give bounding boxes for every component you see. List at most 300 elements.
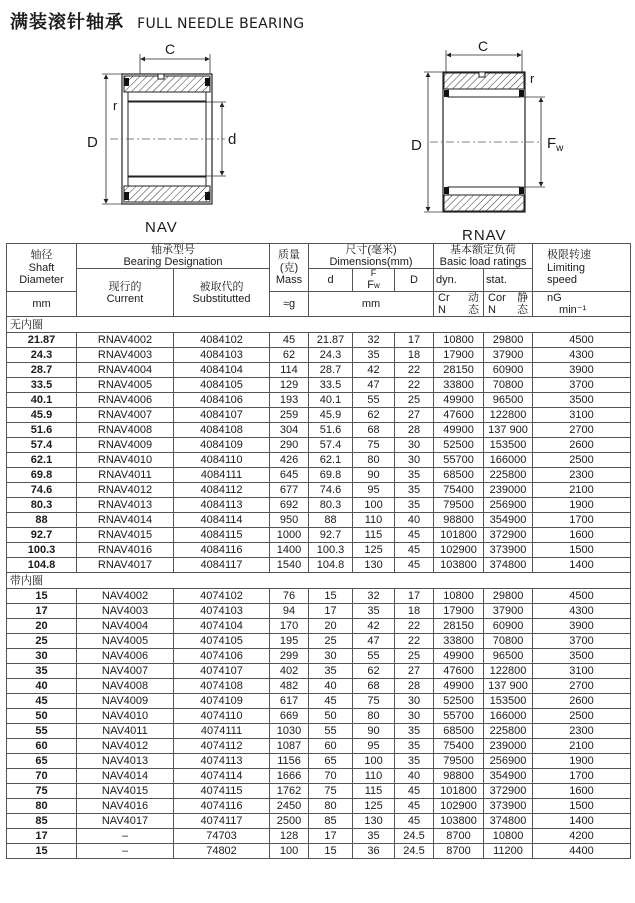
shaft-diameter: 35	[7, 664, 77, 679]
mass: 193	[270, 393, 309, 408]
limiting-speed: 2700	[533, 679, 631, 694]
header-cor: Cor 静 N 态	[484, 292, 533, 317]
table-row	[7, 724, 631, 739]
stat-load: 60900	[484, 619, 533, 634]
shaft-diameter: 45	[7, 694, 77, 709]
dim-D: 24.5	[395, 829, 434, 844]
header-dyn: dyn.	[434, 269, 484, 292]
substituted-designation: 4084110	[174, 453, 270, 468]
shaft-diameter: 74.6	[7, 483, 77, 498]
dyn-load: 102900	[434, 799, 484, 814]
dim-D: 24.5	[395, 844, 434, 859]
dim-D: 40	[395, 513, 434, 528]
mass: 304	[270, 423, 309, 438]
shaft-diameter: 24.3	[7, 348, 77, 363]
table-row	[7, 754, 631, 769]
dim-d: 80.3	[309, 498, 353, 513]
header-dimensions: 尺寸(毫米) Dimensions(mm)	[309, 244, 434, 269]
limiting-speed: 1400	[533, 558, 631, 573]
stat-load: 29800	[484, 589, 533, 604]
shaft-diameter: 50	[7, 709, 77, 724]
dim-D: 28	[395, 679, 434, 694]
shaft-diameter: 20	[7, 619, 77, 634]
limiting-speed: 4200	[533, 829, 631, 844]
mass: 45	[270, 333, 309, 348]
nav-label: NAV	[145, 219, 178, 236]
current-designation: RNAV4016	[77, 543, 174, 558]
dim-D: 35	[395, 498, 434, 513]
dim-D: 22	[395, 619, 434, 634]
dim-D: 45	[395, 543, 434, 558]
dim-D: 30	[395, 453, 434, 468]
table-row	[7, 558, 631, 573]
substituted-designation: 4084104	[174, 363, 270, 378]
current-designation: NAV4008	[77, 679, 174, 694]
nav-dim-c: C	[165, 41, 176, 57]
dim-d: 70	[309, 769, 353, 784]
current-designation: RNAV4004	[77, 363, 174, 378]
dim-fw: 110	[353, 513, 395, 528]
dim-fw: 90	[353, 468, 395, 483]
stat-load: 10800	[484, 829, 533, 844]
shaft-diameter: 55	[7, 724, 77, 739]
rnav-drawing	[411, 38, 564, 243]
dim-fw: 55	[353, 649, 395, 664]
dim-D: 28	[395, 423, 434, 438]
shaft-diameter: 17	[7, 604, 77, 619]
dim-D: 27	[395, 664, 434, 679]
shaft-diameter: 57.4	[7, 438, 77, 453]
table-row	[7, 393, 631, 408]
stat-load: 256900	[484, 754, 533, 769]
section-row	[7, 573, 631, 589]
dim-D: 35	[395, 724, 434, 739]
dim-fw: 95	[353, 739, 395, 754]
dim-d: 45	[309, 694, 353, 709]
stat-load: 122800	[484, 664, 533, 679]
dim-d: 100.3	[309, 543, 353, 558]
dyn-load: 103800	[434, 814, 484, 829]
dyn-load: 17900	[434, 348, 484, 363]
dim-D: 45	[395, 784, 434, 799]
dyn-load: 98800	[434, 513, 484, 528]
dim-D: 27	[395, 408, 434, 423]
current-designation: NAV4003	[77, 604, 174, 619]
dim-D: 17	[395, 333, 434, 348]
mass: 482	[270, 679, 309, 694]
limiting-speed: 2500	[533, 453, 631, 468]
dim-d: 17	[309, 829, 353, 844]
table-row	[7, 844, 631, 859]
shaft-diameter: 70	[7, 769, 77, 784]
mass: 426	[270, 453, 309, 468]
current-designation: RNAV4015	[77, 528, 174, 543]
shaft-diameter: 21.87	[7, 333, 77, 348]
dim-d: 80	[309, 799, 353, 814]
dim-d: 33.5	[309, 378, 353, 393]
limiting-speed: 4400	[533, 844, 631, 859]
mass: 62	[270, 348, 309, 363]
mass: 669	[270, 709, 309, 724]
shaft-diameter: 28.7	[7, 363, 77, 378]
dim-D: 25	[395, 393, 434, 408]
dim-d: 75	[309, 784, 353, 799]
dim-d: 15	[309, 589, 353, 604]
dim-d: 57.4	[309, 438, 353, 453]
current-designation: NAV4017	[77, 814, 174, 829]
substituted-designation: 4074103	[174, 604, 270, 619]
header-dim-unit: mm	[309, 292, 434, 317]
dim-D: 17	[395, 589, 434, 604]
stat-load: 137 900	[484, 679, 533, 694]
table-row	[7, 604, 631, 619]
table-row	[7, 513, 631, 528]
limiting-speed: 1400	[533, 814, 631, 829]
substituted-designation: 4084115	[174, 528, 270, 543]
dyn-load: 17900	[434, 604, 484, 619]
mass: 195	[270, 634, 309, 649]
dyn-load: 52500	[434, 438, 484, 453]
dim-fw: 90	[353, 724, 395, 739]
header-cr: Cr 动 N 态	[434, 292, 484, 317]
stat-load: 374800	[484, 558, 533, 573]
dim-d: 74.6	[309, 483, 353, 498]
header-shaft-unit: mm	[7, 292, 77, 317]
shaft-diameter: 17	[7, 829, 77, 844]
shaft-diameter: 80.3	[7, 498, 77, 513]
mass: 1762	[270, 784, 309, 799]
dim-d: 40.1	[309, 393, 353, 408]
table-row	[7, 453, 631, 468]
limiting-speed: 4500	[533, 589, 631, 604]
mass: 100	[270, 844, 309, 859]
mass: 677	[270, 483, 309, 498]
dyn-load: 8700	[434, 829, 484, 844]
limiting-speed: 1900	[533, 754, 631, 769]
stat-load: 29800	[484, 333, 533, 348]
dyn-load: 28150	[434, 619, 484, 634]
header-shaft: 轴径 Shaft Diameter	[7, 244, 77, 292]
dim-d: 88	[309, 513, 353, 528]
dim-fw: 115	[353, 528, 395, 543]
current-designation: NAV4012	[77, 739, 174, 754]
shaft-diameter: 65	[7, 754, 77, 769]
dim-fw: 35	[353, 829, 395, 844]
substituted-designation: 4074117	[174, 814, 270, 829]
substituted-designation: 4074106	[174, 649, 270, 664]
substituted-designation: 4074105	[174, 634, 270, 649]
current-designation: NAV4004	[77, 619, 174, 634]
dyn-load: 101800	[434, 528, 484, 543]
mass: 692	[270, 498, 309, 513]
dim-fw: 125	[353, 543, 395, 558]
table-row	[7, 589, 631, 604]
table-row	[7, 814, 631, 829]
dim-d: 24.3	[309, 348, 353, 363]
current-designation: RNAV4014	[77, 513, 174, 528]
current-designation: RNAV4011	[77, 468, 174, 483]
shaft-diameter: 80	[7, 799, 77, 814]
dim-d: 15	[309, 844, 353, 859]
dyn-load: 33800	[434, 378, 484, 393]
dim-D: 22	[395, 378, 434, 393]
dim-fw: 68	[353, 423, 395, 438]
header-stat: stat.	[484, 269, 533, 292]
stat-load: 37900	[484, 348, 533, 363]
dim-D: 18	[395, 348, 434, 363]
header-D: D	[395, 269, 434, 292]
dyn-load: 98800	[434, 769, 484, 784]
dim-fw: 75	[353, 438, 395, 453]
current-designation: RNAV4012	[77, 483, 174, 498]
mass: 617	[270, 694, 309, 709]
current-designation: RNAV4013	[77, 498, 174, 513]
table-row	[7, 498, 631, 513]
stat-load: 256900	[484, 498, 533, 513]
shaft-diameter: 75	[7, 784, 77, 799]
table-row	[7, 679, 631, 694]
current-designation: NAV4006	[77, 649, 174, 664]
dim-fw: 42	[353, 363, 395, 378]
dim-D: 30	[395, 438, 434, 453]
current-designation: NAV4011	[77, 724, 174, 739]
stat-load: 122800	[484, 408, 533, 423]
substituted-designation: 4074114	[174, 769, 270, 784]
shaft-diameter: 15	[7, 589, 77, 604]
stat-load: 372900	[484, 528, 533, 543]
limiting-speed: 2500	[533, 709, 631, 724]
substituted-designation: 4084113	[174, 498, 270, 513]
dim-fw: 32	[353, 333, 395, 348]
limiting-speed: 3500	[533, 393, 631, 408]
limiting-speed: 2300	[533, 724, 631, 739]
dyn-load: 68500	[434, 468, 484, 483]
substituted-designation: 4084105	[174, 378, 270, 393]
dyn-load: 49900	[434, 423, 484, 438]
limiting-speed: 3900	[533, 363, 631, 378]
current-designation: NAV4016	[77, 799, 174, 814]
substituted-designation: 4074108	[174, 679, 270, 694]
stat-load: 373900	[484, 543, 533, 558]
dim-d: 62.1	[309, 453, 353, 468]
substituted-designation: 4084114	[174, 513, 270, 528]
dim-d: 104.8	[309, 558, 353, 573]
dim-d: 85	[309, 814, 353, 829]
table-row	[7, 423, 631, 438]
dim-D: 22	[395, 363, 434, 378]
table-row	[7, 408, 631, 423]
current-designation: RNAV4009	[77, 438, 174, 453]
dyn-load: 28150	[434, 363, 484, 378]
section-title: 带内圈	[7, 573, 631, 589]
mass: 645	[270, 468, 309, 483]
current-designation: NAV4013	[77, 754, 174, 769]
stat-load: 137 900	[484, 423, 533, 438]
substituted-designation: 4074115	[174, 784, 270, 799]
table-row	[7, 634, 631, 649]
nav-dim-d-inner: d	[228, 131, 237, 148]
dyn-load: 47600	[434, 408, 484, 423]
stat-load: 11200	[484, 844, 533, 859]
dim-d: 17	[309, 604, 353, 619]
stat-load: 70800	[484, 634, 533, 649]
limiting-speed: 3500	[533, 649, 631, 664]
shaft-diameter: 40	[7, 679, 77, 694]
dim-D: 45	[395, 528, 434, 543]
dim-fw: 35	[353, 348, 395, 363]
table-row	[7, 619, 631, 634]
shaft-diameter: 100.3	[7, 543, 77, 558]
dyn-load: 75400	[434, 739, 484, 754]
dim-D: 35	[395, 468, 434, 483]
mass: 1156	[270, 754, 309, 769]
dyn-load: 8700	[434, 844, 484, 859]
mass: 129	[270, 378, 309, 393]
current-designation: NAV4009	[77, 694, 174, 709]
limiting-speed: 2700	[533, 423, 631, 438]
dyn-load: 49900	[434, 393, 484, 408]
dim-d: 60	[309, 739, 353, 754]
table-row	[7, 543, 631, 558]
dim-fw: 130	[353, 558, 395, 573]
shaft-diameter: 51.6	[7, 423, 77, 438]
table-row	[7, 363, 631, 378]
stat-load: 373900	[484, 799, 533, 814]
mass: 402	[270, 664, 309, 679]
table-row	[7, 528, 631, 543]
mass: 76	[270, 589, 309, 604]
mass: 114	[270, 363, 309, 378]
stat-load: 166000	[484, 709, 533, 724]
limiting-speed: 1700	[533, 769, 631, 784]
current-designation: RNAV4008	[77, 423, 174, 438]
substituted-designation: 4084111	[174, 468, 270, 483]
substituted-designation: 4074107	[174, 664, 270, 679]
shaft-diameter: 92.7	[7, 528, 77, 543]
substituted-designation: 74703	[174, 829, 270, 844]
bearing-drawings	[0, 32, 635, 243]
substituted-designation: 4084112	[174, 483, 270, 498]
table-row	[7, 348, 631, 363]
shaft-diameter: 88	[7, 513, 77, 528]
stat-load: 60900	[484, 363, 533, 378]
dim-fw: 130	[353, 814, 395, 829]
dim-fw: 100	[353, 754, 395, 769]
current-designation: RNAV4017	[77, 558, 174, 573]
stat-load: 153500	[484, 694, 533, 709]
dim-d: 25	[309, 634, 353, 649]
limiting-speed: 1500	[533, 799, 631, 814]
current-designation: RNAV4003	[77, 348, 174, 363]
header-d: d	[309, 269, 353, 292]
dim-fw: 68	[353, 679, 395, 694]
spec-table-body	[7, 317, 631, 859]
header-substituted: 被取代的 Substitutted	[174, 269, 270, 317]
rnav-dim-d-outer: D	[411, 137, 422, 154]
substituted-designation: 4074113	[174, 754, 270, 769]
substituted-designation: 4084107	[174, 408, 270, 423]
shaft-diameter: 60	[7, 739, 77, 754]
section-title: 无内圈	[7, 317, 631, 333]
dim-fw: 75	[353, 694, 395, 709]
current-designation: RNAV4005	[77, 378, 174, 393]
table-row	[7, 739, 631, 754]
rnav-dim-fw: $F_w$	[547, 135, 564, 154]
mass: 2450	[270, 799, 309, 814]
substituted-designation: 4074111	[174, 724, 270, 739]
table-row	[7, 664, 631, 679]
limiting-speed: 2600	[533, 438, 631, 453]
dim-fw: 62	[353, 664, 395, 679]
rnav-dim-c: C	[478, 38, 489, 54]
dyn-load: 49900	[434, 679, 484, 694]
shaft-diameter: 69.8	[7, 468, 77, 483]
limiting-speed: 1600	[533, 784, 631, 799]
dyn-load: 49900	[434, 649, 484, 664]
mass: 170	[270, 619, 309, 634]
stat-load: 354900	[484, 769, 533, 784]
table-row	[7, 468, 631, 483]
current-designation: RNAV4002	[77, 333, 174, 348]
rnav-dim-r: r	[530, 71, 535, 86]
substituted-designation: 4074104	[174, 619, 270, 634]
header-current: 现行的 Current	[77, 269, 174, 317]
dim-fw: 95	[353, 483, 395, 498]
limiting-speed: 1700	[533, 513, 631, 528]
table-row	[7, 483, 631, 498]
dyn-load: 52500	[434, 694, 484, 709]
stat-load: 239000	[484, 739, 533, 754]
dyn-load: 10800	[434, 589, 484, 604]
table-row	[7, 769, 631, 784]
dyn-load: 55700	[434, 709, 484, 724]
dim-fw: 115	[353, 784, 395, 799]
substituted-designation: 74802	[174, 844, 270, 859]
shaft-diameter: 104.8	[7, 558, 77, 573]
dim-fw: 47	[353, 378, 395, 393]
limiting-speed: 4300	[533, 348, 631, 363]
dim-fw: 110	[353, 769, 395, 784]
dim-d: 20	[309, 619, 353, 634]
shaft-diameter: 33.5	[7, 378, 77, 393]
limiting-speed: 2100	[533, 739, 631, 754]
mass: 1540	[270, 558, 309, 573]
stat-load: 166000	[484, 453, 533, 468]
header-f: F Fw	[353, 269, 395, 292]
stat-load: 372900	[484, 784, 533, 799]
dyn-load: 102900	[434, 543, 484, 558]
dim-fw: 80	[353, 453, 395, 468]
dim-D: 30	[395, 694, 434, 709]
stat-load: 96500	[484, 649, 533, 664]
table-row	[7, 333, 631, 348]
limiting-speed: 3100	[533, 664, 631, 679]
mass: 128	[270, 829, 309, 844]
current-designation: NAV4015	[77, 784, 174, 799]
limiting-speed: 2600	[533, 694, 631, 709]
table-row	[7, 378, 631, 393]
dim-fw: 47	[353, 634, 395, 649]
dyn-load: 55700	[434, 453, 484, 468]
dim-d: 55	[309, 724, 353, 739]
current-designation: –	[77, 844, 174, 859]
dim-D: 22	[395, 634, 434, 649]
dyn-load: 10800	[434, 333, 484, 348]
dim-d: 92.7	[309, 528, 353, 543]
dim-D: 45	[395, 814, 434, 829]
shaft-diameter: 15	[7, 844, 77, 859]
dim-D: 35	[395, 739, 434, 754]
